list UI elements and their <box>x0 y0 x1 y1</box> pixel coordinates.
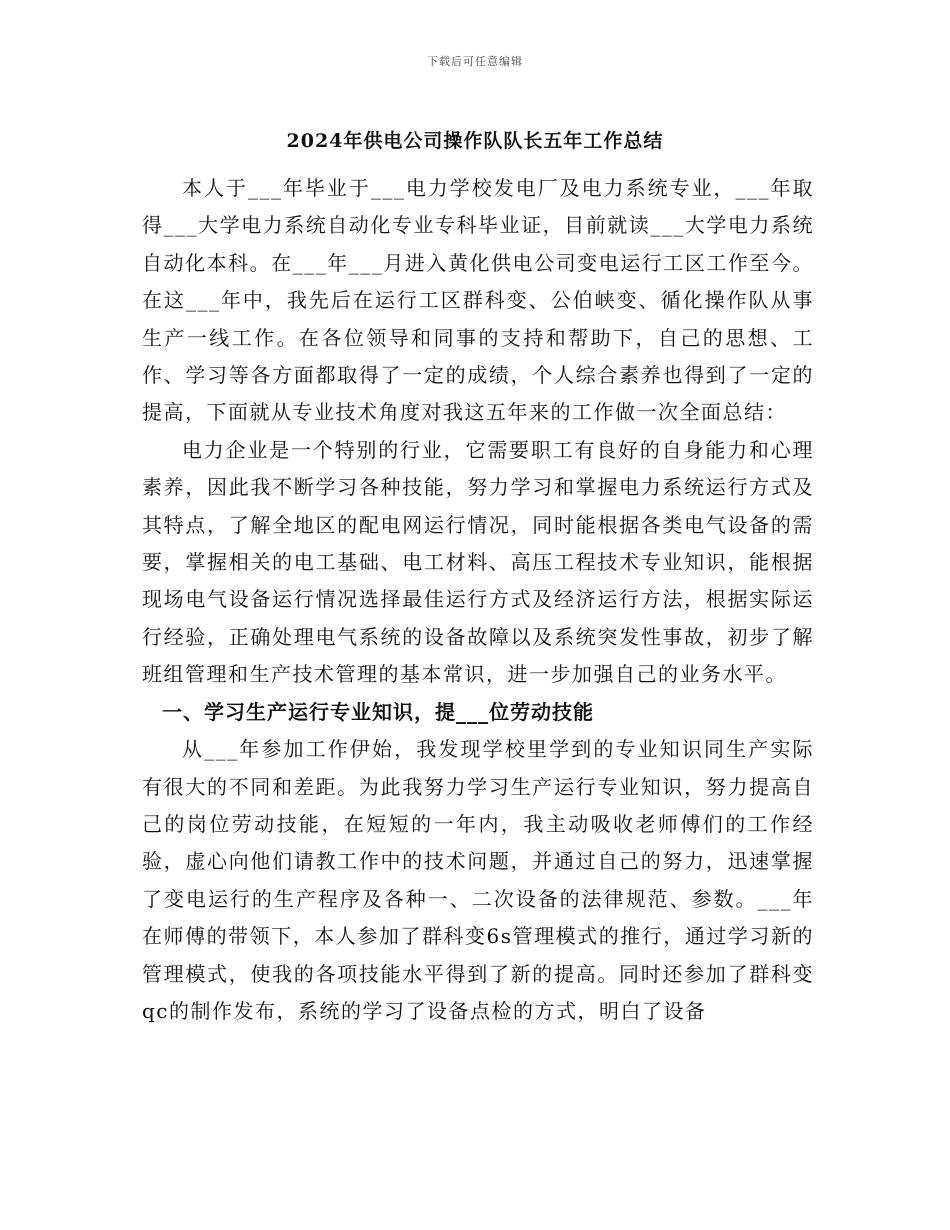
page-header-note: 下载后可任意编辑 <box>427 55 523 68</box>
document-body <box>142 170 814 1030</box>
document-title: 2024年供电公司操作队队长五年工作总结 <box>286 130 664 152</box>
paragraph-intro: 本人于___年毕业于___电力学校发电厂及电力系统专业，___年取得___大学电力系统自动化专业专科毕业证，目前就读___大学电力系统自动化本科。在___年___月进入黄化供电公司变电运行工区工作至今。在这___年中，我先后在运行工区群科变、公伯峡变、循化操作队从事生产一线工作。在各位领导和同事的支持和帮助下，自己的思想、工作、学习等各方面都取得了一定的成绩，个人综合素养也得到了一定的提高，下面就从专业技术角度对我这五年来的工作做一次全面总结： <box>142 176 814 425</box>
paragraph-industry: 电力企业是一个特别的行业，它需要职工有良好的自身能力和心理素养，因此我不断学习各种技能，努力学习和掌握电力系统运行方式及其特点，了解全地区的配电网运行情况，同时能根据各类电气设备的需要，掌握相关的电工基础、电工材料、高压工程技术专业知识，能根据现场电气设备运行情况选择最佳运行方式及经济运行方法，根据实际运行经验，正确处理电气系统的设备故障以及系统突发性事故，初步了解班组管理和生产技术管理的基本常识，进一步加强自己的业务水平。 <box>142 437 814 687</box>
paragraph-section-1: 从___年参加工作伊始，我发现学校里学到的专业知识同生产实际有很大的不同和差距。为此我努力学习生产运行专业知识，努力提高自己的岗位劳动技能，在短短的一年内，我主动吸收老师傅们的工作经验，虚心向他们请教工作中的技术问题，并通过自己的努力，迅速掌握了变电运行的生产程序及各种一、二次设备的法律规范、参数。___年在师傅的带领下，本人参加了群科变6s管理模式的推行，通过学习新的管理模式，使我的各项技能水平得到了新的提高。同时还参加了群科变qc的制作发布，系统的学习了设备点检的方式，明白了设备 <box>142 737 814 1023</box>
section-heading-1: 一、学习生产运行专业知识，提___位劳动技能 <box>162 699 594 724</box>
